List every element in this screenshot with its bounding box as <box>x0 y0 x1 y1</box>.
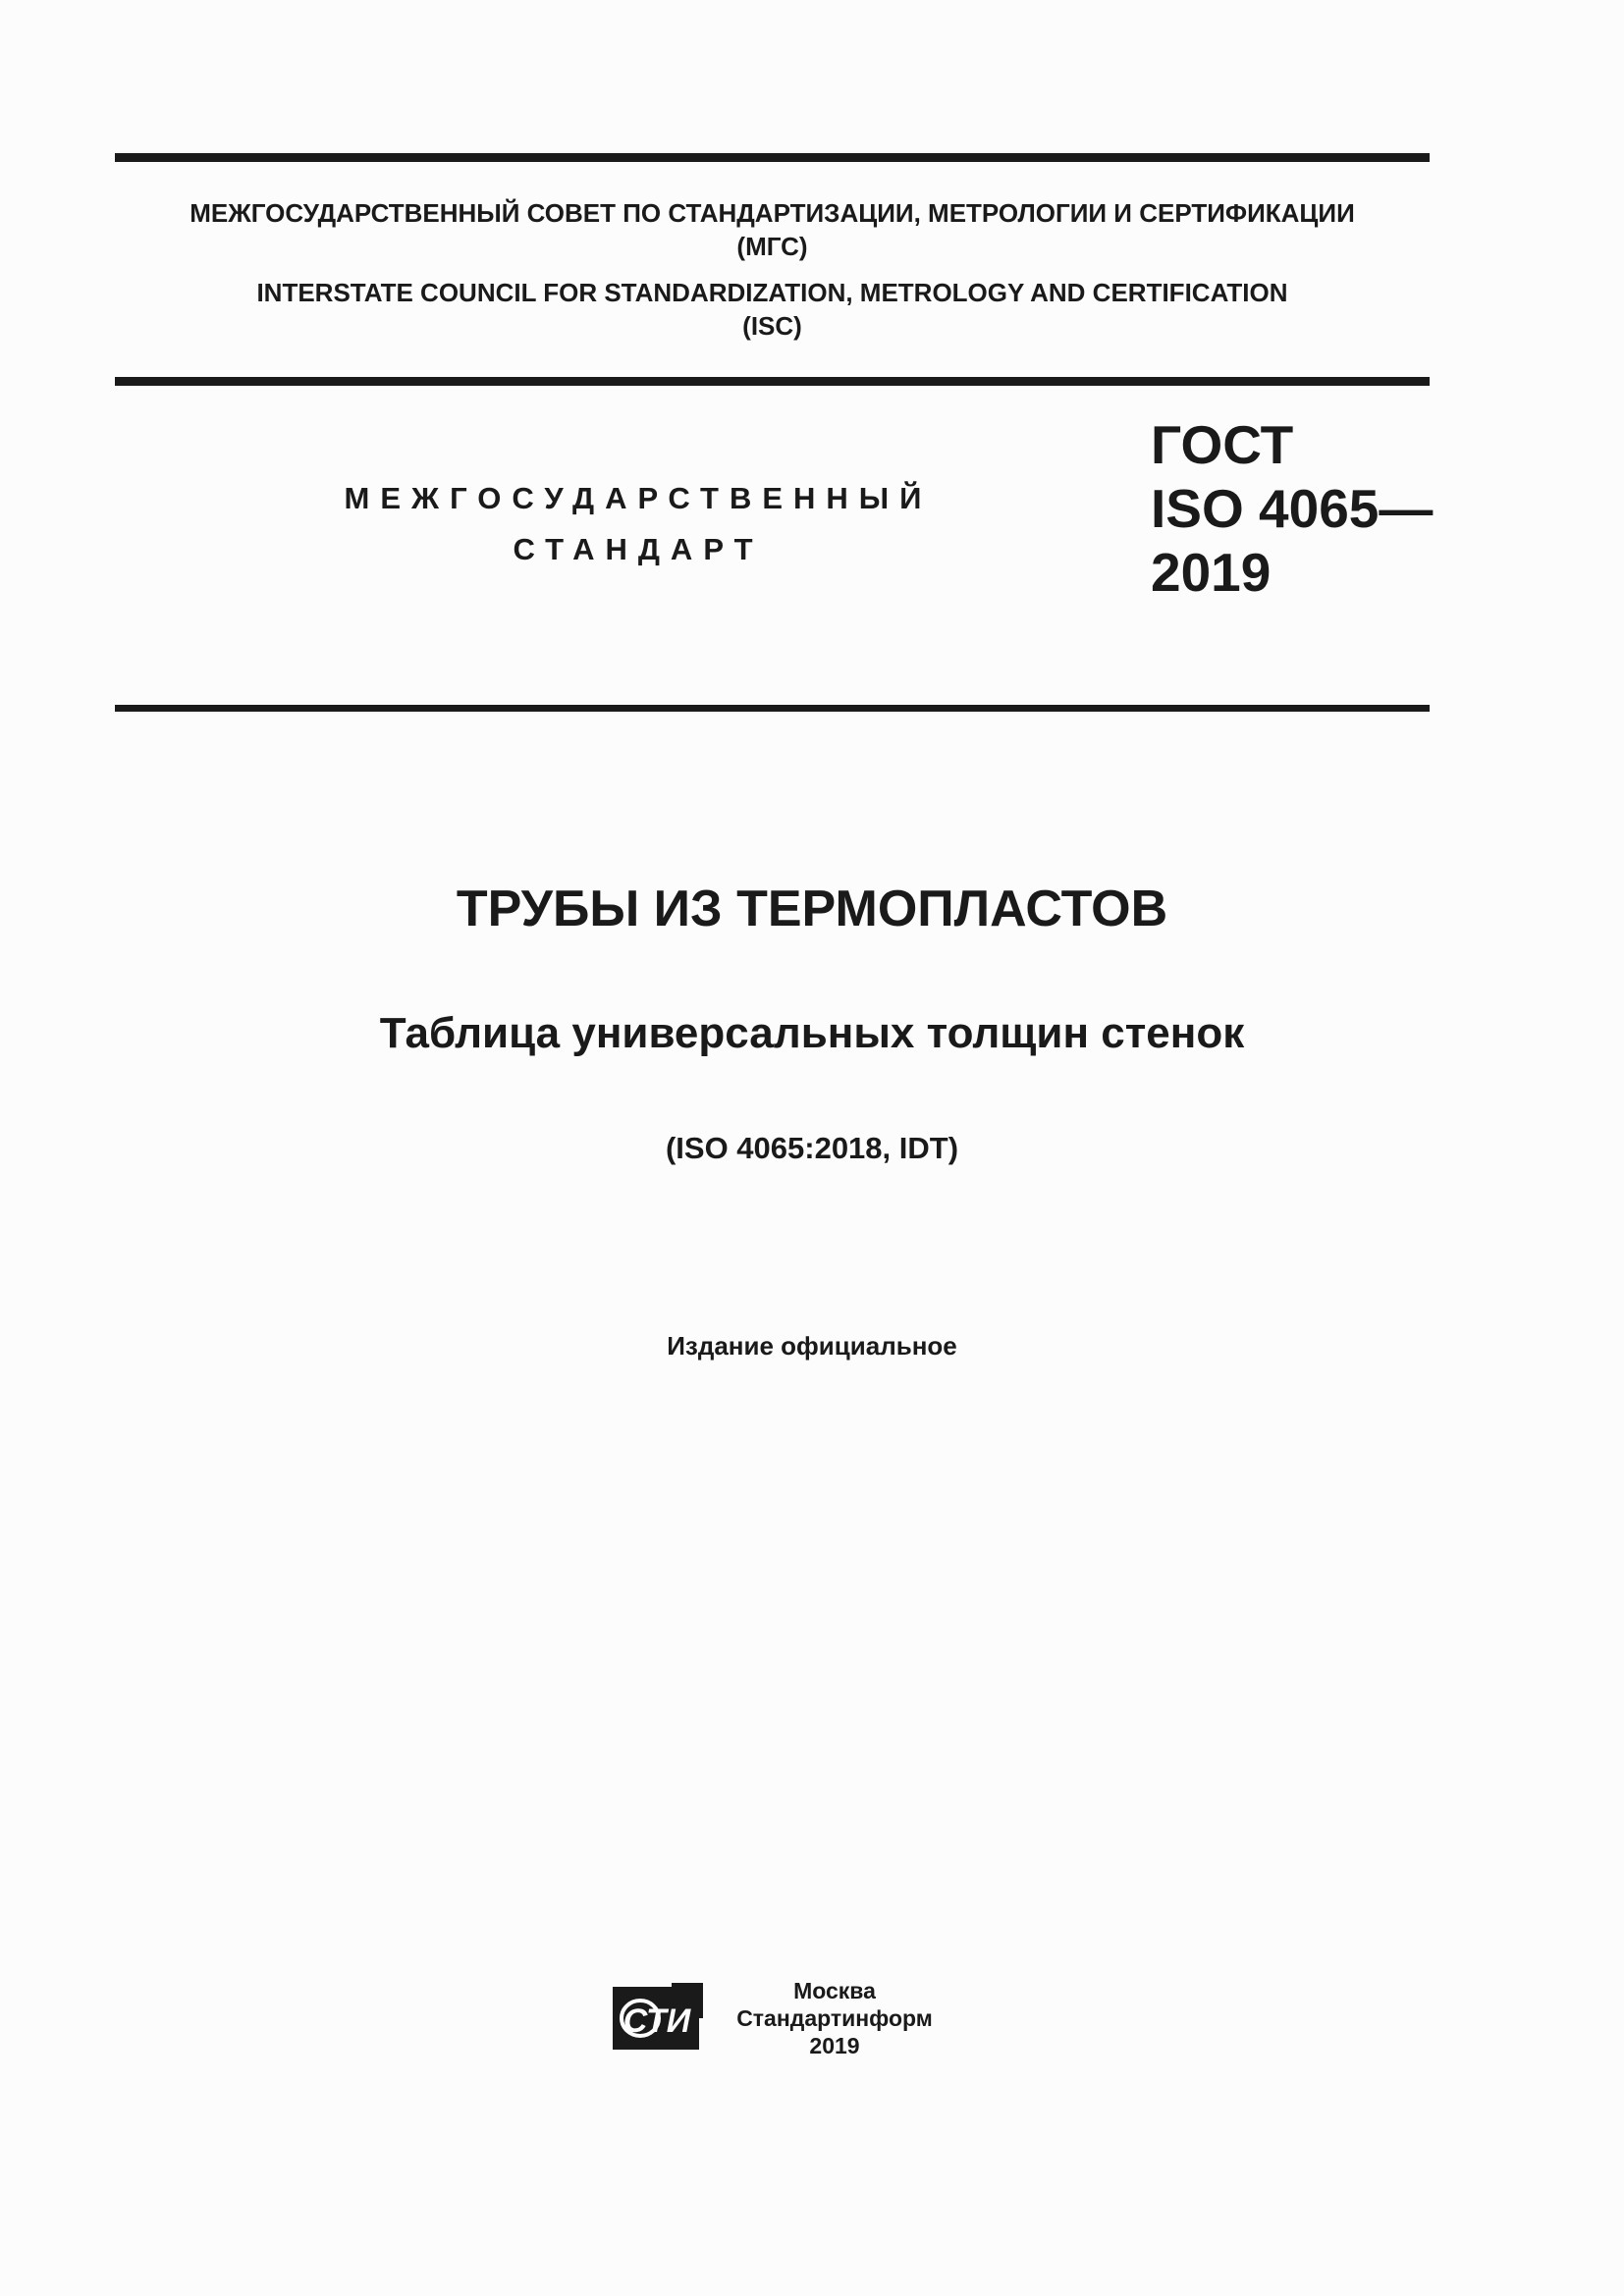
header-rule <box>115 377 1430 386</box>
logo-lettering: СТИ <box>623 2002 691 2040</box>
iso-equivalence: (ISO 4065:2018, IDT) <box>665 1131 959 1165</box>
publication-year: 2019 <box>809 2033 860 2058</box>
council-ru-abbr: (МГС) <box>736 232 808 261</box>
standard-type-line1: МЕЖГОСУДАРСТВЕННЫЙ <box>344 481 933 515</box>
council-ru: МЕЖГОСУДАРСТВЕННЫЙ СОВЕТ ПО СТАНДАРТИЗАЦИИ, МЕТРОЛОГИИ И СЕРТИФИКАЦИИ <box>189 198 1355 228</box>
standard-number-line1: ГОСТ <box>1151 414 1294 475</box>
council-header <box>115 196 1430 343</box>
standard-type-label <box>285 473 992 575</box>
publisher-city: Москва <box>793 1978 876 2003</box>
council-en: INTERSTATE COUNCIL FOR STANDARDIZATION, METROLOGY AND CERTIFICATION <box>256 278 1288 307</box>
document-subtitle: Таблица универсальных толщин стенок <box>379 1009 1245 1057</box>
standartinform-logo-icon <box>611 1981 705 2052</box>
council-en-abbr: (ISC) <box>742 311 802 341</box>
document-title: ТРУБЫ ИЗ ТЕРМОПЛАСТОВ <box>456 881 1168 937</box>
section-rule <box>115 705 1430 712</box>
publisher-name: Стандартинформ <box>736 2005 933 2031</box>
top-rule <box>115 153 1430 162</box>
publisher-info <box>727 1977 943 2059</box>
standard-number-line3: 2019 <box>1151 542 1272 603</box>
standard-number-line2: ISO 4065— <box>1151 478 1434 539</box>
edition-note: Издание официальное <box>667 1331 957 1361</box>
standard-number <box>1151 413 1433 605</box>
standard-type-line2: СТАНДАРТ <box>513 532 764 566</box>
